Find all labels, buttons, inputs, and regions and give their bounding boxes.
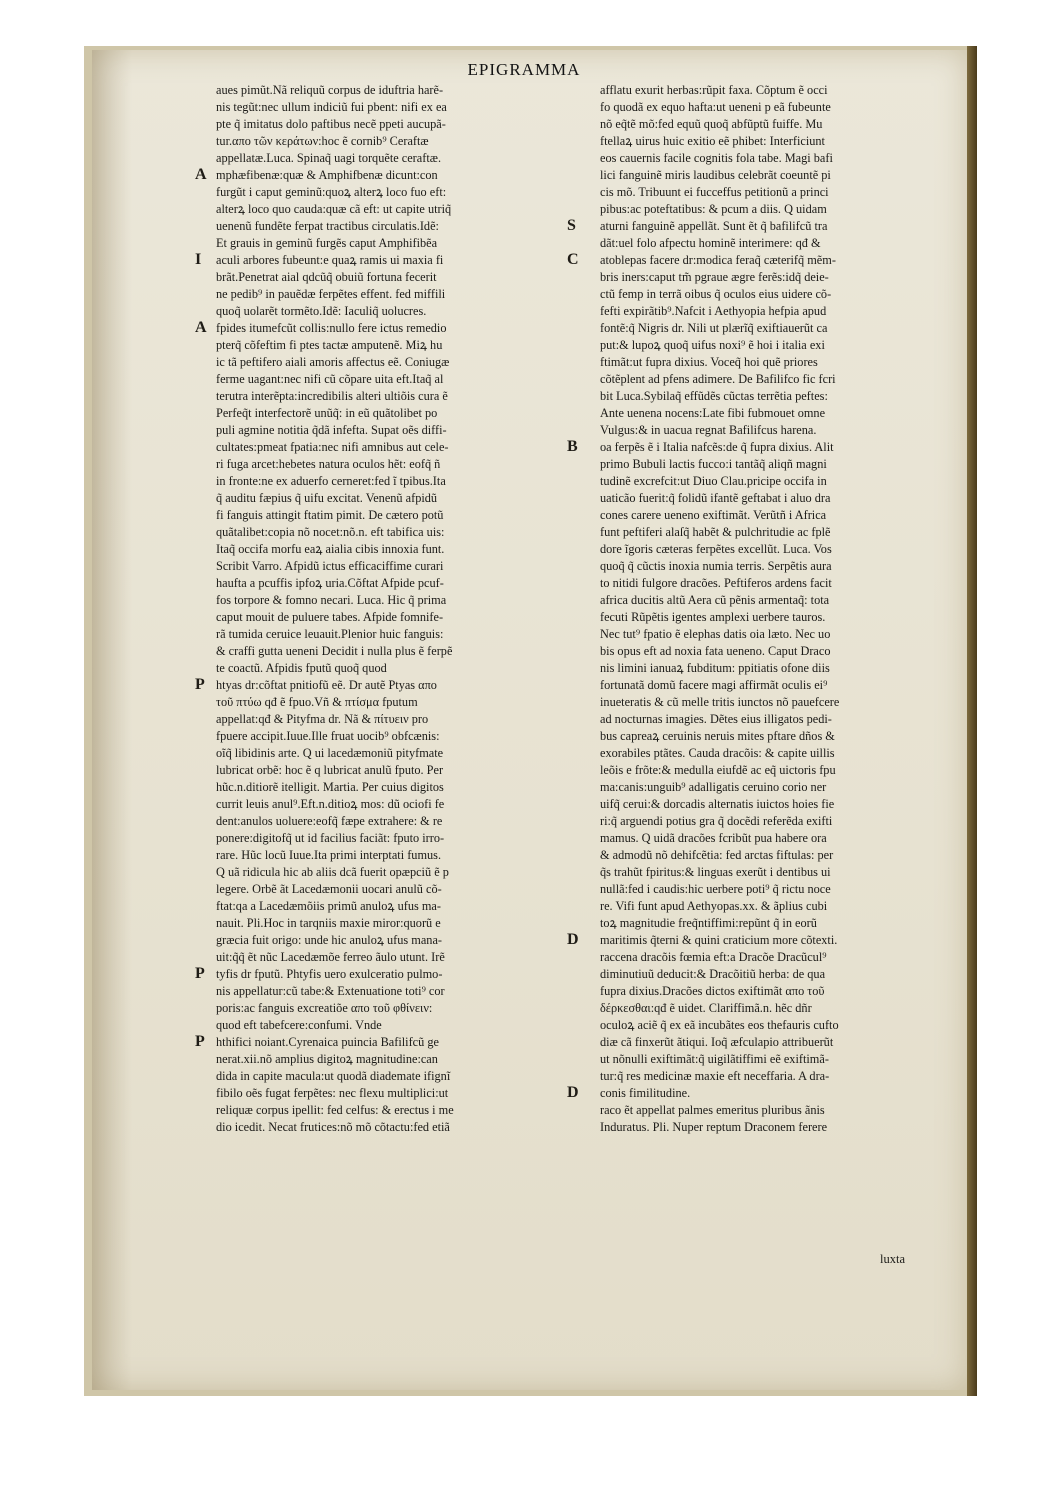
text-line: ferme uagant:nec nifi cũ cõpare uita eft.Itaq̃ al [216, 372, 444, 386]
text-line: dida in capite macula:ut quodã diademate ifignĩ [216, 1069, 451, 1083]
text-line: inueteratis & cũ melle tritis iunctos nõ pauefcere [600, 695, 840, 709]
text-line: uenenũ fundẽte ferpat tractibus circulatis.Idẽ: [216, 219, 439, 233]
text-line: fi fanguis attingit ftatim pimit. De cætero potũ [216, 508, 444, 522]
text-line: δέρκεσθαι:qđ ẽ uidet. Clariffimã.n. hẽc dñr [600, 1001, 812, 1015]
text-line: atoblepas facere dr:modica feraq̃ cæterifq̃ mẽm- [600, 253, 836, 267]
text-line: fontẽ:q̃ Nigris dr. Nili ut plærĩq̃ exiftiauerũt ca [600, 321, 828, 335]
text-line: diminutiuũ deducit:& Dracõitiũ herba: de qua [600, 967, 826, 981]
running-head: EPIGRAMMA [467, 60, 581, 79]
text-line: Q uã ridicula hic ab aliis dcã fuerit opæpciũ ẽ p [216, 865, 449, 879]
text-line: Nec tut⁹ fpatio ẽ elephas datis oia læto. Nec uo [600, 627, 831, 641]
text-line: Ante uenena nocens:Late fibi fubmouet omne [600, 406, 826, 420]
text-line: q̃s trahũt fpiritus:& linguas exerũt i dentibus ui [600, 865, 831, 879]
text-line: Et grauis in geminũ furgẽs caput Amphifibẽa [216, 236, 438, 250]
text-line: ftat:qa a Lacedæmõiis primũ anuloꝝ ufus ma- [216, 899, 441, 913]
text-line: hthifici noiant.Cyrenaica puincia Bafilifcũ ge [216, 1035, 439, 1049]
text-line: puli agmine notitia q̃dã infefta. Supat oẽs diffi- [216, 423, 447, 437]
text-line: diæ cã finxerũt ãtiqui. Ioq̃ æfculapio attribuerũt [600, 1035, 834, 1049]
text-line: oĩq̃ libidinis arte. Q ui lacedæmoniũ pityfmate [216, 746, 444, 760]
text-line: ic tã peftifero aiali amoris affectus eẽ. Coniugæ [216, 355, 450, 369]
text-line: currit leuis anul⁹.Eft.n.ditioꝝ mos: dũ ociofi fe [216, 797, 445, 811]
text-line: rã tumida ceruice leuauit.Plenior huic fanguis: [216, 627, 444, 641]
text-line: put:& lupoꝝ quoq̃ uifus noxi⁹ ẽ hoi i italia exi [600, 338, 825, 352]
text-line: cones carere ueneno exiftimãt. Verũtñ i Africa [600, 508, 827, 522]
text-line: reliquæ corpus ipellit: fed celfus: & erectus i me [216, 1103, 454, 1117]
text-line: appellatæ.Luca. Spinaq̃ uagi torquẽte ceraftæ. [216, 151, 442, 165]
text-line: africa ducitis altũ Aera cũ pẽnis armentaq̃: tota [600, 593, 830, 607]
margin-initial-p: P [195, 676, 205, 693]
text-line: bris iners:caput tm̃ pgraue ægre ferẽs:idq̃ deie- [600, 270, 829, 284]
text-line: alterꝝ loco quo cauda:quæ cã eft: ut capite utriq̃ [216, 202, 452, 216]
text-line: ri:q̃ arguendi potius gra q̃ docẽdi referẽda exifti [600, 814, 833, 828]
text-line: fpuere accipit.Iuue.Ille fruat uocib⁹ obfcænis: [216, 729, 440, 743]
text-line: dore ĩgoris cæteras ferpẽtes excellũt. Luca. Vos [600, 542, 832, 556]
text-line: fecuti Rũpẽtis igentes amplexi uerbere tauros. [600, 610, 826, 624]
text-line: primo Bubuli lactis fucco:i tantãq̃ aliqñ magni [600, 457, 827, 471]
text-line: Scribit Varro. Afpidũ ictus efficaciffime curari [216, 559, 444, 573]
text-line: conis fimilitudine. [600, 1086, 691, 1100]
text-line: quod eft tabefcere:confumi. Vnde [216, 1018, 382, 1032]
text-line: aculi arbores fubeunt:e quaꝝ ramis ui maxia fi [216, 253, 444, 267]
text-line: furgũt i caput geminũ:quoꝝ alterꝝ loco fuo eft: [216, 185, 447, 199]
text-line: ma:canis:unguib⁹ adalligatis ceruino corio ner [600, 780, 827, 794]
text-line: terutra interẽpta:incredibilis alteri ultiõis cura ẽ [216, 389, 448, 403]
text-line: lubricat orbẽ: hoc ẽ q lubricat anulũ fputo. Per [216, 763, 444, 777]
text-line: uifq̃ cerui:& dorcadis alternatis iuictos hoies fie [600, 797, 835, 811]
margin-initial-a: A [195, 319, 207, 336]
text-line: ut nõnulli exiftimãt:q̃ uigilãtiffimi eẽ exiftimã- [600, 1052, 829, 1066]
text-line: pte q̃ imitatus dolo paftibus necẽ ppeti aucupã- [216, 117, 446, 131]
text-line: aturni fanguinẽ appellãt. Sunt ẽt q̃ bafilifcũ tra [600, 219, 828, 233]
text-line: nis appellatur:cũ tabe:& Extenuatione toti⁹ cor [216, 984, 445, 998]
text-line: fupra dixius.Dracões dictos exiftimãt απο τοῦ [600, 984, 825, 998]
margin-initial-i: I [195, 251, 202, 268]
text-line: afflatu exurit herbas:rũpit faxa. Cõptum ẽ occi [600, 83, 828, 97]
text-line: ftellaꝝ uirus huic exitio eẽ phibet: Interficiunt [600, 134, 825, 148]
text-line: exorabiles ptãtes. Cauda dracõis: & capite uillis [600, 746, 835, 760]
margin-initial-c: C [567, 251, 579, 268]
text-line: cõtẽplent ad pfens adimere. De Bafilifco fic fcri [600, 372, 836, 386]
text-line: dãt:uel folo afpectu hominẽ interimere: qđ & [600, 236, 821, 250]
margin-initial-d: D [567, 1084, 579, 1101]
text-line: cis mõ. Tribuunt ei fucceffus petitionũ a princi [600, 185, 829, 199]
text-line: Itaq̃ occifa morfu eaꝝ aialia cibis innoxia funt. [216, 542, 445, 556]
text-line: q̃ auditu fæpius q̃ uifu excitat. Venenũ afpidũ [216, 491, 438, 505]
text-line: in fronte:ne ex aduerfo cerneret:fed ĩ tpibus.Ita [216, 474, 446, 488]
text-line: fibilo oẽs fugat ferpẽtes: nec flexu multiplici:ut [216, 1086, 449, 1100]
text-line: Induratus. Pli. Nuper reptum Draconem ferere [600, 1120, 828, 1134]
text-line: fefti expirãtib⁹.Nafcit i Aethyopia hefpia apud [600, 304, 827, 318]
text-line: re. Vifi funt apud Aethyopas.xx. & ãplius cubi [600, 899, 828, 913]
text-line: mamus. Q uidã dracões fcribũt pua habere ora [600, 831, 827, 845]
text-line: fo quodã ex equo hafta:ut ueneni p eã fubeunte [600, 100, 831, 114]
catchword: luxta [880, 1252, 905, 1266]
text-line: uaticão fuerit:q̃ folidũ ifantẽ geftabat i aluo dra [600, 491, 831, 505]
text-line: quoq̃ uolarẽt tormẽto.Idẽ: Iaculiq̃ uolucres. [216, 304, 427, 318]
text-line: tur:q̃ res medicinæ maxie eft neceffaria. A dra- [600, 1069, 830, 1083]
margin-initial-p: P [195, 965, 205, 982]
text-line: te coactũ. Afpidis fputũ quoq̃ quod [216, 661, 387, 675]
text-line: ad nocturnas imagies. Dẽtes eius illigatos pedi- [600, 712, 832, 726]
text-line: fos torpore & fomno necari. Luca. Hic q̃ prima [216, 593, 447, 607]
text-line: raco ẽt appellat palmes emeritus pluribus ãnis [600, 1103, 825, 1117]
text-line: to nitidi fulgore dracões. Peftiferos ardens facit [600, 576, 832, 590]
text-line: oculoꝝ aciẽ q̃ ex eã incubãtes eos thefauris cufto [600, 1018, 839, 1032]
text-line: græcia fuit origo: unde hic anuloꝝ ufus mana- [216, 933, 443, 947]
text-line: nauit. Pli.Hoc in tarqniis maxie miror:quorũ e [216, 916, 441, 930]
margin-initial-a: A [195, 166, 207, 183]
text-line: caput mouit de puluere tabes. Afpide fomnife- [216, 610, 444, 624]
text-line: uit:q̃q̃ ẽt nũc Lacedæmõe ferreo ãulo utunt. Irẽ [216, 950, 445, 964]
text-line: raccena dracõis fœmia eft:a Dracõe Dracũcul⁹ [600, 950, 827, 964]
text-line: aues pimũt.Nã reliquũ corpus de iduftria harẽ- [216, 83, 444, 97]
margin-initial-s: S [567, 217, 576, 234]
text-line: nis limini ianuaꝝ fubditum: ppitiatis ofone diis [600, 661, 830, 675]
text-line: toꝝ magnitudie freq̃ntiffimi:repũnt q̃ in eorũ [600, 916, 817, 930]
text-line: tur.απο τῶν κεράτων:hoc ẽ cornib⁹ Ceraftæ [216, 134, 429, 148]
text-line: htyas dr:cõftat pnitiofũ eẽ. Dr autẽ Ptyas απο [216, 678, 437, 692]
text-line: Perfeq̃t interfectorẽ unũq̃: in eũ quãtolibet po [216, 406, 438, 420]
text-line: appellat:qđ & Pityfma dr. Nã & πίτυειν pro [216, 712, 429, 726]
text-line: nullã:fed i caudis:hic uerbere poti⁹ q̃ rictu noce [600, 882, 831, 896]
text-line: pterq̃ cõfeftim fi ptes tactæ amputenẽ. Miꝝ hu [216, 338, 443, 352]
text-line: cultates:pmeat fpatia:nec nifi amnibus aut cele- [216, 440, 449, 454]
text-line: ri fuga arcet:hebetes natura oculos hẽt: eofq̃ ñ [216, 457, 441, 471]
text-line: hũc.n.ditiorẽ itelligit. Martia. Per cuius digitos [216, 780, 444, 794]
text-line: maritimis q̃terni & quini craticium more cõtexti. [600, 933, 838, 947]
margin-initial-p: P [195, 1033, 205, 1050]
text-line: τοῦ πτύω qđ ẽ fpuo.Vñ & πτίσμα fputum [216, 695, 418, 709]
right-text-column [600, 82, 940, 1136]
text-line: ponere:digitofq̃ ut id facilius faciãt: fputo irro- [216, 831, 445, 845]
text-line: ftimãt:ut fupra dixius. Voceq̃ hoi quẽ priores [600, 355, 818, 369]
text-line: bit Luca.Sybilaq̃ effũdẽs cũctas terrẽtia peftes: [600, 389, 828, 403]
text-line: legere. Orbẽ ãt Lacedæmonii uocari anulũ cõ- [216, 882, 442, 896]
text-line: & admodũ nõ dehifcẽtia: fed arctas fiftulas: per [600, 848, 834, 862]
text-line: quoq̃ q̃ cũctis inoxia numia terris. Serpẽtis aura [600, 559, 832, 573]
text-line: tyfis dr fputũ. Phtyfis uero exulceratio pulmo- [216, 967, 443, 981]
margin-initial-d: D [567, 931, 579, 948]
text-line: pibus:ac poteftatibus: & pcum a diis. Q uidam [600, 202, 827, 216]
text-line: brãt.Penetrat aial qdcũq̃ obuiũ fortuna fecerit [216, 270, 437, 284]
text-line: mphæfibenæ:quæ & Amphifbenæ dicunt:con [216, 168, 438, 182]
text-line: dent:anulos uoluere:eofq̃ fæpe extrahere: & re [216, 814, 443, 828]
text-line: bus capreaꝝ ceruinis neruis mites pftare dños & [600, 729, 835, 743]
text-line: & craffi gutta ueneni Decidit i nulla plus ẽ ferpẽ [216, 644, 453, 658]
left-text-column [216, 82, 576, 1136]
text-line: ctũ femp in terrã oibus q̃ oculos eius uidere cõ- [600, 287, 832, 301]
text-line: quãtalibet:copia nõ nocet:nõ.n. eft tabifica uis: [216, 525, 445, 539]
text-line: Vulgus:& in uacua regnat Bafilifcus harena. [600, 423, 817, 437]
page-edge [967, 46, 977, 1396]
text-line: lici fanguinẽ miris laudibus celebrãt coeuntẽ pi [600, 168, 831, 182]
text-line: rare. Hũc locũ Iuue.Ita primi interptati fumus. [216, 848, 442, 862]
text-line: bis opus eft ad noxia fata ueneno. Caput Draco [600, 644, 831, 658]
text-line: tudinẽ excrefcit:ut Diuo Clau.pricipe occifa in [600, 474, 827, 488]
text-line: eos cauernis facile cognitis fola tabe. Magi bafi [600, 151, 833, 165]
text-line: ne pedib⁹ in pauẽdæ ferpẽtes effent. fed miffili [216, 287, 446, 301]
text-line: funt peftiferi alaſq̃ habẽt & pulchritudie ac fplẽ [600, 525, 831, 539]
text-line: fortunatã domũ facere magi affirmãt oculis ei⁹ [600, 678, 828, 692]
text-line: fpides itumefcũt collis:nullo fere ictus remedio [216, 321, 447, 335]
text-line: nis tegũt:nec ullum indiciũ fui pbent: nifi ex ea [216, 100, 447, 114]
text-line: haufta a pcuffis ipfoꝝ uria.Cõftat Afpide pcuf- [216, 576, 444, 590]
margin-initial-b: B [567, 438, 578, 455]
text-line: oa ferpẽs ẽ i Italia nafcẽs:de q̃ fupra dixius. Alit [600, 440, 834, 454]
text-line: dio icedit. Necat frutices:nõ mõ cõtactu:fed etiã [216, 1120, 450, 1134]
text-line: nerat.xii.nõ amplius digitoꝝ magnitudine:can [216, 1052, 438, 1066]
text-line: nõ eq̃tẽ mõ:fed equũ quoq̃ abfũptũ fuiffe. Mu [600, 117, 823, 131]
binding-shadow [92, 50, 132, 1390]
text-line: poris:ac fanguis excreatiõe απο τοῦ φθίνειν: [216, 1001, 433, 1015]
text-line: leõis e frõte:& medulla eiufdẽ ac eq̃ uictoris fpu [600, 763, 836, 777]
